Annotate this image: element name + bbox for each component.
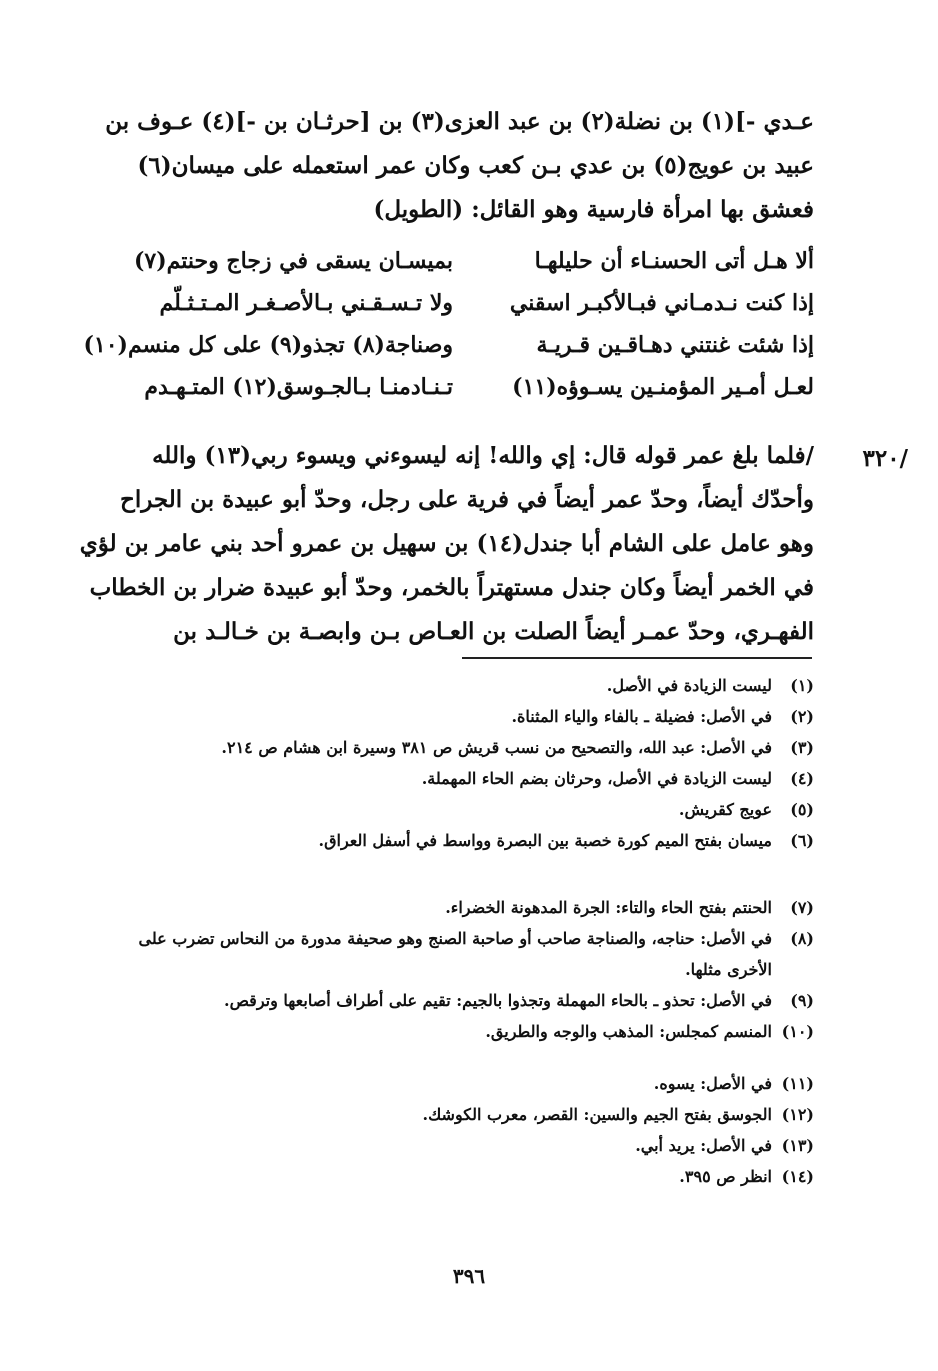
footnote-number: (٧) xyxy=(790,898,814,917)
footnote-text: الجوسق بفتح الجيم والسين: القصر، معرب الكوشك. xyxy=(422,1105,772,1124)
footnote xyxy=(108,1161,814,1192)
footnote xyxy=(108,985,814,1016)
footnote-number: (٥) xyxy=(790,800,814,819)
footnote-text: في الأصل: تحذو ـ بالحاء المهملة وتجذوا بالجيم: تقيم على أطراف أصابعها وترقص. xyxy=(224,991,772,1010)
intro-paragraph xyxy=(105,100,814,232)
footnote-text: عويج كقريش. xyxy=(678,800,772,819)
text-line: وهو عامل على الشام أبا جندل(١٤) بن سهيل بن عمرو أحد بني عامر بن لؤي xyxy=(79,530,814,557)
verse-second-hemistich: بميسـان يسقى في زجاج وحنتم(٧) xyxy=(133,248,453,274)
footnote-text: في الأصل: حناجه، والصناجة صاحب أو صاحبة الصنج وهو صحيفة مدورة من النحاس تضرب على الأخرى مثلها. xyxy=(138,929,772,979)
footnote-text: ليست الزيادة في الأصل. xyxy=(606,676,772,695)
footnote-text: المنسم كمجلس: المذهب والوجه والطريق. xyxy=(485,1022,772,1041)
footnote-text: في الأصل: يريد أبي. xyxy=(635,1136,772,1155)
footnote xyxy=(108,670,814,701)
footnote xyxy=(108,923,814,985)
footnote xyxy=(108,732,814,763)
footnotes-group xyxy=(108,892,814,1047)
footnote-text: في الأصل: فضيلة ـ بالفاء والياء المثناة. xyxy=(511,707,772,726)
footnote-number: (١٤) xyxy=(781,1167,814,1186)
footnote xyxy=(108,701,814,732)
verse-second-hemistich: وصناجة(٨) تجذو(٩) على كل منسم(١٠) xyxy=(83,332,453,358)
footnote-text: انظر ص ٣٩٥. xyxy=(679,1167,772,1186)
verse-second-hemistich: ولا تـسـقـني بـالأصـغـر المـتـثـلّم xyxy=(159,290,453,316)
footnote-number: (٢) xyxy=(790,707,814,726)
verse-second-hemistich: تـنـادمنـا بـالجـوسق(١٢) المتـهـدم xyxy=(144,374,453,400)
text-line: الفهـري، وحدّ عمـر أيضاً الصلت بن العـاص بـن وابصـة بن خـالـد بن xyxy=(173,618,814,645)
poem-verse xyxy=(108,240,814,282)
footnote-number: (١) xyxy=(790,676,814,695)
verse-first-hemistich: ألا هـل أتى الحسنـاء أن حليلهـا xyxy=(534,248,814,274)
footnote-text: الحنتم بفتح الحاء والتاء: الجرة المدهونة الخضراء. xyxy=(445,898,772,917)
text-line: في الخمر أيضاً وكان جندل مستهتراً بالخمر، وحدّ أبو عبيدة ضرار بن الخطاب xyxy=(89,574,814,601)
poem xyxy=(83,240,814,408)
footnote-number: (١١) xyxy=(781,1074,814,1093)
poem-verse xyxy=(108,282,814,324)
footnote-text: في الأصل: يسوه. xyxy=(653,1074,772,1093)
footnote-number: (٣) xyxy=(790,738,814,757)
footnote-number: (٩) xyxy=(790,991,814,1010)
text-line: فعشق بها امرأة فارسية وهو القائل: (الطويل) xyxy=(373,196,814,223)
page-number: ٣٩٦ xyxy=(452,1264,486,1288)
footnote xyxy=(108,1130,814,1161)
footnote xyxy=(108,892,814,923)
footnote xyxy=(108,1068,814,1099)
body-paragraph xyxy=(79,434,814,654)
footnotes-group xyxy=(108,670,814,856)
verse-first-hemistich: إذا كنت نـدمـاني فبـالأكبـر اسقني xyxy=(509,290,814,316)
poem-verse xyxy=(108,366,814,408)
poem-verse xyxy=(83,324,814,366)
footnote-separator xyxy=(462,657,812,659)
footnote-number: (٤) xyxy=(790,769,814,788)
footnote-number: (١٣) xyxy=(781,1136,814,1155)
footnote-text: ميسان بفتح الميم كورة خصبة بين البصرة وواسط في أسفل العراق. xyxy=(318,831,772,850)
text-line: /فلما بلغ عمر قوله قال: إي والله! إنه ليسوءني ويسوء ربي(١٣) والله xyxy=(152,442,814,469)
footnote xyxy=(108,1099,814,1130)
footnote-number: (١٠) xyxy=(781,1022,814,1041)
footnote-text: ليست الزيادة في الأصل، وحرثان بضم الحاء المهملة. xyxy=(421,769,772,788)
footnote xyxy=(108,1016,814,1047)
footnote-number: (١٢) xyxy=(781,1105,814,1124)
text-line: وأحدّك أيضاً، وحدّ عمر أيضاً في فرية على رجل، وحدّ أبو عبيدة بن الجراح xyxy=(120,486,814,513)
footnote-text: في الأصل: عبد الله، والتصحيح من نسب قريش ص ٣٨١ وسيرة ابن هشام ص ٢١٤. xyxy=(221,738,772,757)
text-line: عبيد بن عويج(٥) بن عدي بـن كعب وكان عمر استعمله على ميسان(٦) xyxy=(137,152,814,179)
footnote xyxy=(108,825,814,856)
footnote-number: (٨) xyxy=(790,929,814,948)
text-line: عـدي -](١) بن نضلة(٢) بن عبد العزى(٣) بن [حرثـان بن -](٤) عـوف بن xyxy=(105,108,814,135)
verse-first-hemistich: لعـل أمـير المؤمنـين يسـوؤه(١١) xyxy=(512,374,814,400)
footnote xyxy=(108,794,814,825)
footnote xyxy=(108,763,814,794)
margin-page-reference: /٣٢٠ xyxy=(862,445,908,472)
footnote-number: (٦) xyxy=(790,831,814,850)
verse-first-hemistich: إذا شئت غنتني دهـاقـين قـريـة xyxy=(536,332,814,358)
footnotes-group xyxy=(108,1068,814,1192)
